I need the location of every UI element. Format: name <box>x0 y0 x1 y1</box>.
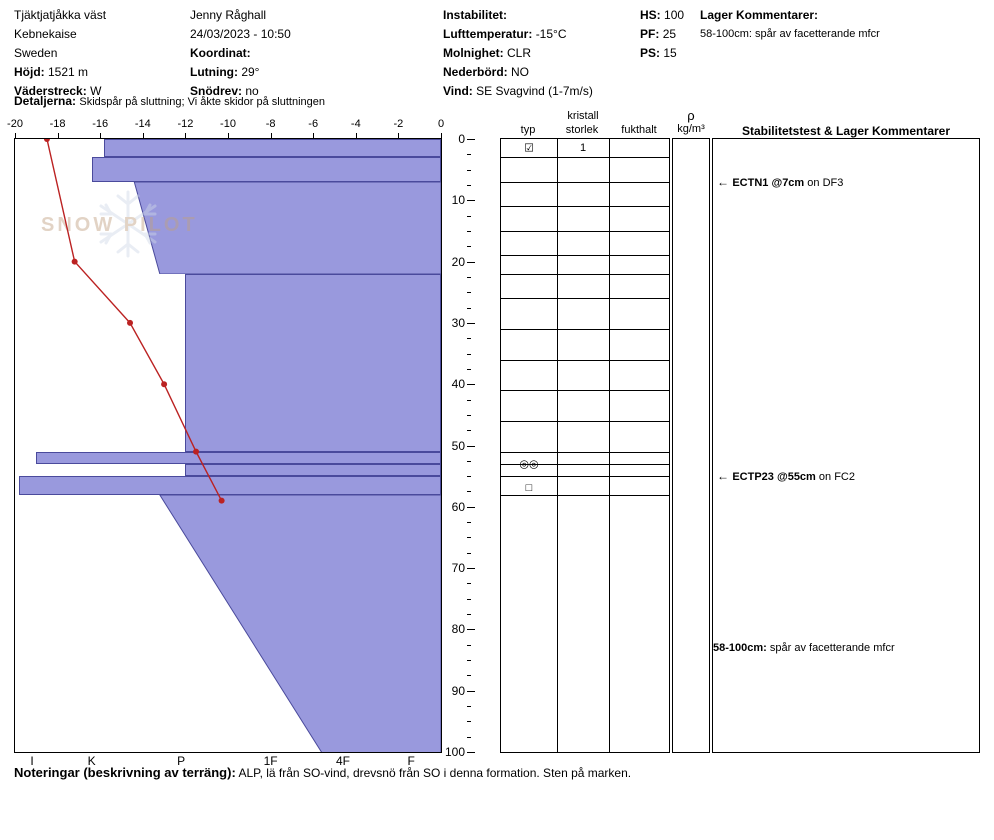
temperature-axis-top <box>7 118 445 138</box>
depth-tick <box>467 629 475 630</box>
header-row <box>443 6 673 25</box>
grain-type-symbol: ☑ <box>524 142 534 155</box>
hs-label: HS: <box>640 8 661 22</box>
depth-tick <box>467 323 475 324</box>
layer-divider <box>501 298 669 299</box>
depth-tick <box>467 691 475 692</box>
temperature-trace <box>15 139 442 752</box>
temp-tick-label: -4 <box>350 118 361 130</box>
depth-minor-tick <box>467 154 471 155</box>
depth-tick <box>467 139 475 140</box>
depth-tick-label: 0 <box>458 132 465 146</box>
layer-divider <box>501 255 669 256</box>
elevation-label: Höjd: <box>14 65 45 79</box>
depth-minor-tick <box>467 430 471 431</box>
watermark-text: SNOW PILOT <box>41 214 198 236</box>
column-header-moisture: fukthalt <box>621 124 657 136</box>
depth-minor-tick <box>467 737 471 738</box>
depth-minor-tick <box>467 522 471 523</box>
column-header-size: storlek <box>565 124 599 136</box>
hardness-tick-label: I <box>30 754 34 768</box>
header-row <box>443 44 673 63</box>
depth-tick-label: 100 <box>444 745 465 759</box>
depth-tick-label: 20 <box>451 254 465 269</box>
stability-column-header: Stabilitetstest & Lager Kommentarer <box>741 124 951 138</box>
depth-tick <box>467 752 475 753</box>
left-arrow-icon: ← <box>717 469 733 484</box>
header-row <box>190 44 440 63</box>
depth-minor-tick <box>467 338 471 339</box>
temperature-point <box>193 449 199 455</box>
header-row <box>14 25 184 44</box>
layer-divider <box>501 476 669 477</box>
hardness-tick-label: P <box>177 754 186 768</box>
depth-minor-tick <box>467 277 471 278</box>
column-header-crystal: kristall <box>567 110 599 122</box>
layer-comments-title: Lager Kommentarer: <box>700 8 819 22</box>
observation-datetime: 24/03/2023 - 10:50 <box>190 27 291 41</box>
depth-minor-tick <box>467 308 471 309</box>
hardness-tick-label: K <box>87 754 96 768</box>
depth-axis <box>443 132 499 759</box>
depth-minor-tick <box>467 354 471 355</box>
layer-divider <box>501 360 669 361</box>
depth-tick-label: 70 <box>451 561 465 576</box>
header-column-snowpack <box>640 6 700 63</box>
temp-tick-label: -8 <box>265 118 276 130</box>
temp-tick-label: -14 <box>134 118 151 130</box>
temp-tick-label: 0 <box>437 118 445 130</box>
details-value: Skidspår på sluttning; Vi åkte skidor på sluttningen <box>79 96 325 108</box>
stability-table <box>712 138 980 753</box>
stability-test-interface: on FC2 <box>815 471 855 484</box>
depth-tick-label: 40 <box>451 377 465 392</box>
coordinate-label: Koordinat: <box>190 46 251 60</box>
depth-minor-tick <box>467 170 471 171</box>
header-column-location <box>14 6 184 101</box>
temp-tick-label: -2 <box>393 118 404 130</box>
left-arrow-icon: ← <box>717 174 733 189</box>
layer-divider <box>501 495 669 496</box>
depth-minor-tick <box>467 553 471 554</box>
depth-minor-tick <box>467 537 471 538</box>
layer-comments-note: 58-100cm: spår av facetterande mfcr <box>700 28 880 40</box>
depth-minor-tick <box>467 415 471 416</box>
depth-minor-tick <box>467 706 471 707</box>
temperature-point <box>219 498 225 504</box>
temp-tick-label: -6 <box>308 118 319 130</box>
depth-tick <box>467 446 475 447</box>
layer-divider <box>501 390 669 391</box>
depth-minor-tick <box>467 246 471 247</box>
observer-name: Jenny Råghall <box>190 8 267 22</box>
precipitation-label: Nederbörd: <box>443 65 508 79</box>
hardness-tick-label: 1F <box>263 754 278 768</box>
depth-tick-label: 60 <box>451 499 465 514</box>
layer-divider <box>501 157 669 158</box>
grain-type-symbol: □ <box>525 482 533 495</box>
depth-tick <box>467 384 475 385</box>
header-row <box>640 6 700 25</box>
layer-divider <box>501 421 669 422</box>
density-column-header <box>672 108 710 135</box>
stability-test-name: ECTN1 @7cm <box>732 176 805 189</box>
depth-minor-tick <box>467 721 471 722</box>
depth-tick <box>467 262 475 263</box>
depth-minor-tick <box>467 614 471 615</box>
depth-minor-tick <box>467 369 471 370</box>
notes-footer <box>14 765 974 780</box>
depth-tick-label: 10 <box>451 193 465 208</box>
depth-minor-tick <box>467 216 471 217</box>
header-row <box>14 6 184 25</box>
aspect-label: Väderstreck: <box>14 84 87 98</box>
depth-minor-tick <box>467 461 471 462</box>
grain-type-symbol: ◎◎ <box>519 458 539 471</box>
depth-minor-tick <box>467 645 471 646</box>
layer-divider <box>501 329 669 330</box>
stability-test-note <box>717 469 855 483</box>
depth-tick <box>467 200 475 201</box>
layer-comment-range: 58-100cm: <box>713 641 767 654</box>
density-unit: kg/m³ <box>677 123 705 135</box>
header-row <box>443 63 673 82</box>
air-temp-value: -15°C <box>535 27 567 41</box>
header-row <box>190 25 440 44</box>
instability-label: Instabilitet: <box>443 8 508 22</box>
aspect-value: W <box>90 84 102 98</box>
stability-test-name: ECTP23 @55cm <box>732 471 816 484</box>
temp-tick-label: -20 <box>7 118 23 130</box>
density-table <box>672 138 710 753</box>
country-name: Sweden <box>14 46 58 60</box>
layer-divider <box>501 182 669 183</box>
blowing-snow-value: no <box>245 84 259 98</box>
depth-tick <box>467 568 475 569</box>
depth-tick-label: 30 <box>451 315 465 330</box>
temp-tick-label: -18 <box>49 118 66 130</box>
header-column-layer-comments <box>700 6 990 44</box>
pf-label: PF: <box>640 27 660 41</box>
stability-test-interface: on DF3 <box>804 176 844 189</box>
layer-divider <box>501 206 669 207</box>
cloud-cover-value: CLR <box>507 46 532 60</box>
site-name: Tjäktjatjåkka väst <box>14 8 107 22</box>
depth-tick-label: 50 <box>451 438 465 453</box>
depth-minor-tick <box>467 231 471 232</box>
precipitation-value: NO <box>511 65 530 79</box>
depth-tick-label: 90 <box>451 683 465 698</box>
crystal-column-headers <box>500 110 670 140</box>
density-symbol: ρ <box>687 108 695 123</box>
profile-header <box>0 0 994 112</box>
elevation-value: 1521 m <box>48 65 89 79</box>
grain-size-value: 1 <box>579 142 587 155</box>
region-name: Kebnekaise <box>14 27 77 41</box>
depth-minor-tick <box>467 491 471 492</box>
air-temp-label: Lufttemperatur: <box>443 27 533 41</box>
header-column-observer <box>190 6 440 101</box>
depth-tick <box>467 507 475 508</box>
hardness-tick-label: 4F <box>336 754 351 768</box>
depth-minor-tick <box>467 599 471 600</box>
ps-label: PS: <box>640 46 661 60</box>
header-column-weather <box>443 6 673 101</box>
header-row <box>640 44 700 63</box>
wind-label: Vind: <box>443 84 473 98</box>
wind-value: SE Svagvind (1-7m/s) <box>476 84 593 98</box>
pf-value: 25 <box>662 27 677 41</box>
details-label: Detaljerna: <box>14 94 77 108</box>
layer-comment <box>713 642 895 654</box>
header-row <box>190 6 440 25</box>
temp-tick-label: -10 <box>220 118 236 130</box>
hs-value: 100 <box>664 8 685 22</box>
temp-tick-label: -12 <box>177 118 194 130</box>
notes-value: ALP, lä från SO-vind, drevsnö från SO i denna formation. Sten på marken. <box>238 766 632 780</box>
hardness-tick-label: F <box>407 754 415 768</box>
layer-divider <box>501 452 669 453</box>
notes-label: Noteringar (beskrivning av terräng): <box>14 765 236 780</box>
temperature-point <box>44 139 50 142</box>
header-row <box>190 63 440 82</box>
depth-minor-tick <box>467 675 471 676</box>
depth-minor-tick <box>467 660 471 661</box>
crystal-table <box>500 138 670 753</box>
details-row <box>14 94 325 108</box>
header-row <box>443 25 673 44</box>
header-row <box>443 82 673 101</box>
header-row <box>640 25 700 44</box>
temperature-polyline <box>47 139 222 501</box>
header-row <box>14 44 184 63</box>
slope-angle-value: 29° <box>241 65 260 79</box>
cloud-cover-label: Molnighet: <box>443 46 504 60</box>
layer-comment-text: spår av facetterande mfcr <box>766 641 895 654</box>
stability-test-note <box>717 175 843 189</box>
temp-tick-label: -16 <box>92 118 109 130</box>
layer-divider <box>501 274 669 275</box>
temperature-point <box>72 259 78 265</box>
depth-minor-tick <box>467 583 471 584</box>
depth-tick-label: 80 <box>451 622 465 637</box>
ps-value: 15 <box>663 46 677 60</box>
temperature-point <box>127 320 133 326</box>
blowing-snow-label: Snödrev: <box>190 84 243 98</box>
slope-angle-label: Lutning: <box>190 65 238 79</box>
column-header-type: typ <box>520 124 536 136</box>
snow-profile-plot <box>14 138 442 753</box>
depth-minor-tick <box>467 476 471 477</box>
temperature-point <box>161 381 167 387</box>
depth-minor-tick <box>467 400 471 401</box>
depth-minor-tick <box>467 185 471 186</box>
depth-minor-tick <box>467 292 471 293</box>
layer-divider <box>501 231 669 232</box>
header-row <box>14 63 184 82</box>
